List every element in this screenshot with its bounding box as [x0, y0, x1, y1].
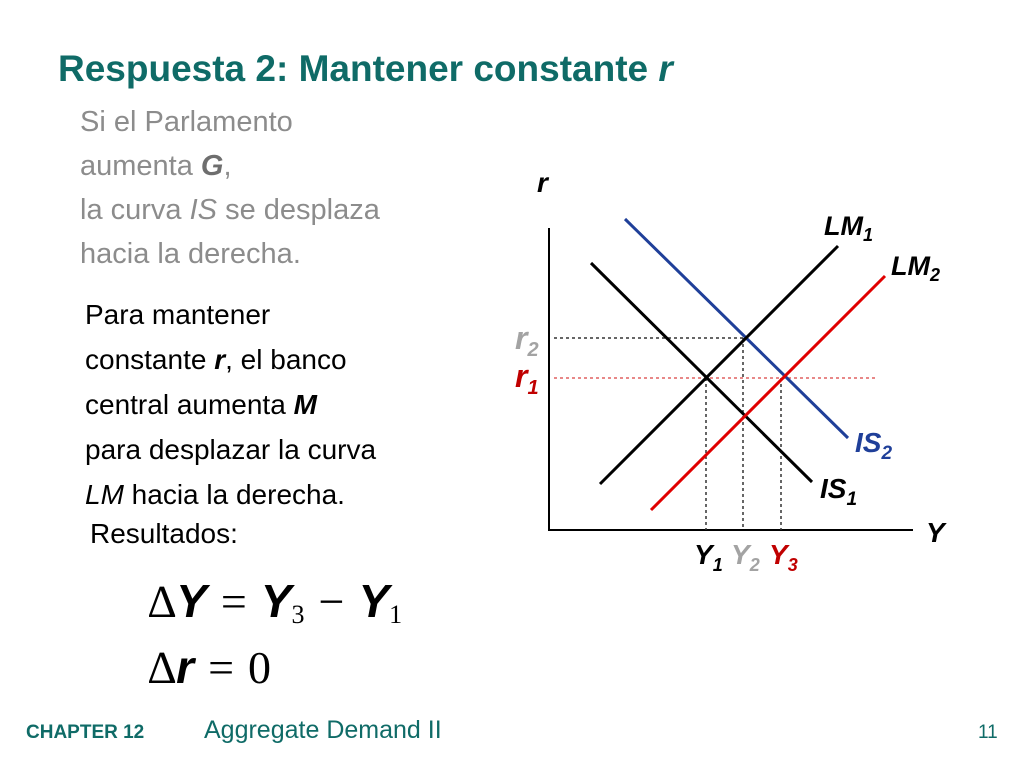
formula-value: 0	[248, 642, 272, 693]
formula-term: Y	[358, 575, 390, 627]
footer-subtitle: Aggregate Demand II	[204, 716, 442, 744]
is2-label-sub: 2	[881, 443, 893, 464]
intro-is: IS	[189, 194, 218, 226]
y2-label-main: Y	[731, 539, 750, 570]
results-label: Resultados:	[90, 518, 238, 549]
lm1-label	[824, 211, 873, 245]
lm2-label-main: LM	[891, 251, 930, 281]
intro-comma: ,	[223, 150, 232, 182]
title-text: Respuesta 2: Mantener constante	[58, 48, 659, 89]
delta-symbol: ∆	[148, 576, 177, 627]
lm1-label-sub: 1	[862, 225, 873, 245]
formula-subscript: 1	[389, 600, 403, 629]
intro-line-1: Si el Parlamento	[80, 106, 293, 138]
intro-text: aumenta	[80, 150, 201, 182]
lm1-label-main: LM	[824, 211, 863, 241]
y2-label	[731, 539, 760, 575]
r2-label-main: r	[515, 320, 528, 356]
formula-var: Y	[176, 575, 207, 627]
y3-label-sub: 3	[787, 555, 798, 575]
is1-label-sub: 1	[846, 489, 858, 510]
intro-text: se desplaza	[217, 194, 380, 226]
r2-label-sub: 2	[527, 339, 539, 361]
policy-line-1: Para mantener	[85, 299, 271, 330]
policy-var-r: r	[214, 344, 226, 375]
lm2-label-sub: 2	[929, 265, 940, 285]
formula-var: r	[176, 641, 195, 693]
footer-chapter: CHAPTER 12	[26, 722, 145, 743]
policy-text: central aumenta	[85, 389, 294, 420]
equals-sign: =	[220, 576, 247, 627]
policy-lm: LM	[85, 479, 124, 510]
policy-text: constante	[85, 344, 215, 375]
formula-subscript: 3	[291, 600, 305, 629]
x-axis-label: Y	[926, 517, 945, 548]
lm2-label	[891, 251, 940, 285]
minus-sign: −	[318, 576, 345, 627]
y3-label	[769, 539, 798, 575]
is1-label-main: IS	[820, 473, 847, 504]
title-variable: r	[658, 48, 673, 89]
r1-label-main: r	[515, 358, 528, 394]
r1-label-sub: 1	[527, 377, 539, 399]
policy-text: hacia la derecha.	[123, 479, 345, 510]
page-number: 11	[978, 722, 998, 743]
delta-symbol: ∆	[148, 642, 177, 693]
formula-term: Y	[260, 575, 292, 627]
r2-label	[515, 320, 539, 361]
intro-text: la curva	[80, 194, 190, 226]
y1-label-sub: 1	[712, 555, 723, 575]
is1-label	[820, 473, 857, 510]
y1-label	[694, 539, 723, 575]
r1-label	[515, 358, 539, 399]
y2-label-sub: 2	[749, 555, 760, 575]
is2-label	[855, 427, 892, 464]
is2-label-main: IS	[855, 427, 882, 458]
lm1-curve	[600, 246, 838, 484]
y3-label-main: Y	[769, 539, 788, 570]
intro-line-4: hacia la derecha.	[80, 238, 301, 270]
lm2-curve	[651, 276, 885, 510]
equals-sign: =	[208, 642, 235, 693]
intro-var-g: G	[200, 150, 224, 182]
policy-line-4: para desplazar la curva	[85, 434, 377, 465]
policy-text: , el banco	[225, 344, 347, 375]
policy-var-m: M	[293, 389, 317, 420]
y-axis-label: r	[537, 167, 548, 198]
y1-label-main: Y	[694, 539, 713, 570]
